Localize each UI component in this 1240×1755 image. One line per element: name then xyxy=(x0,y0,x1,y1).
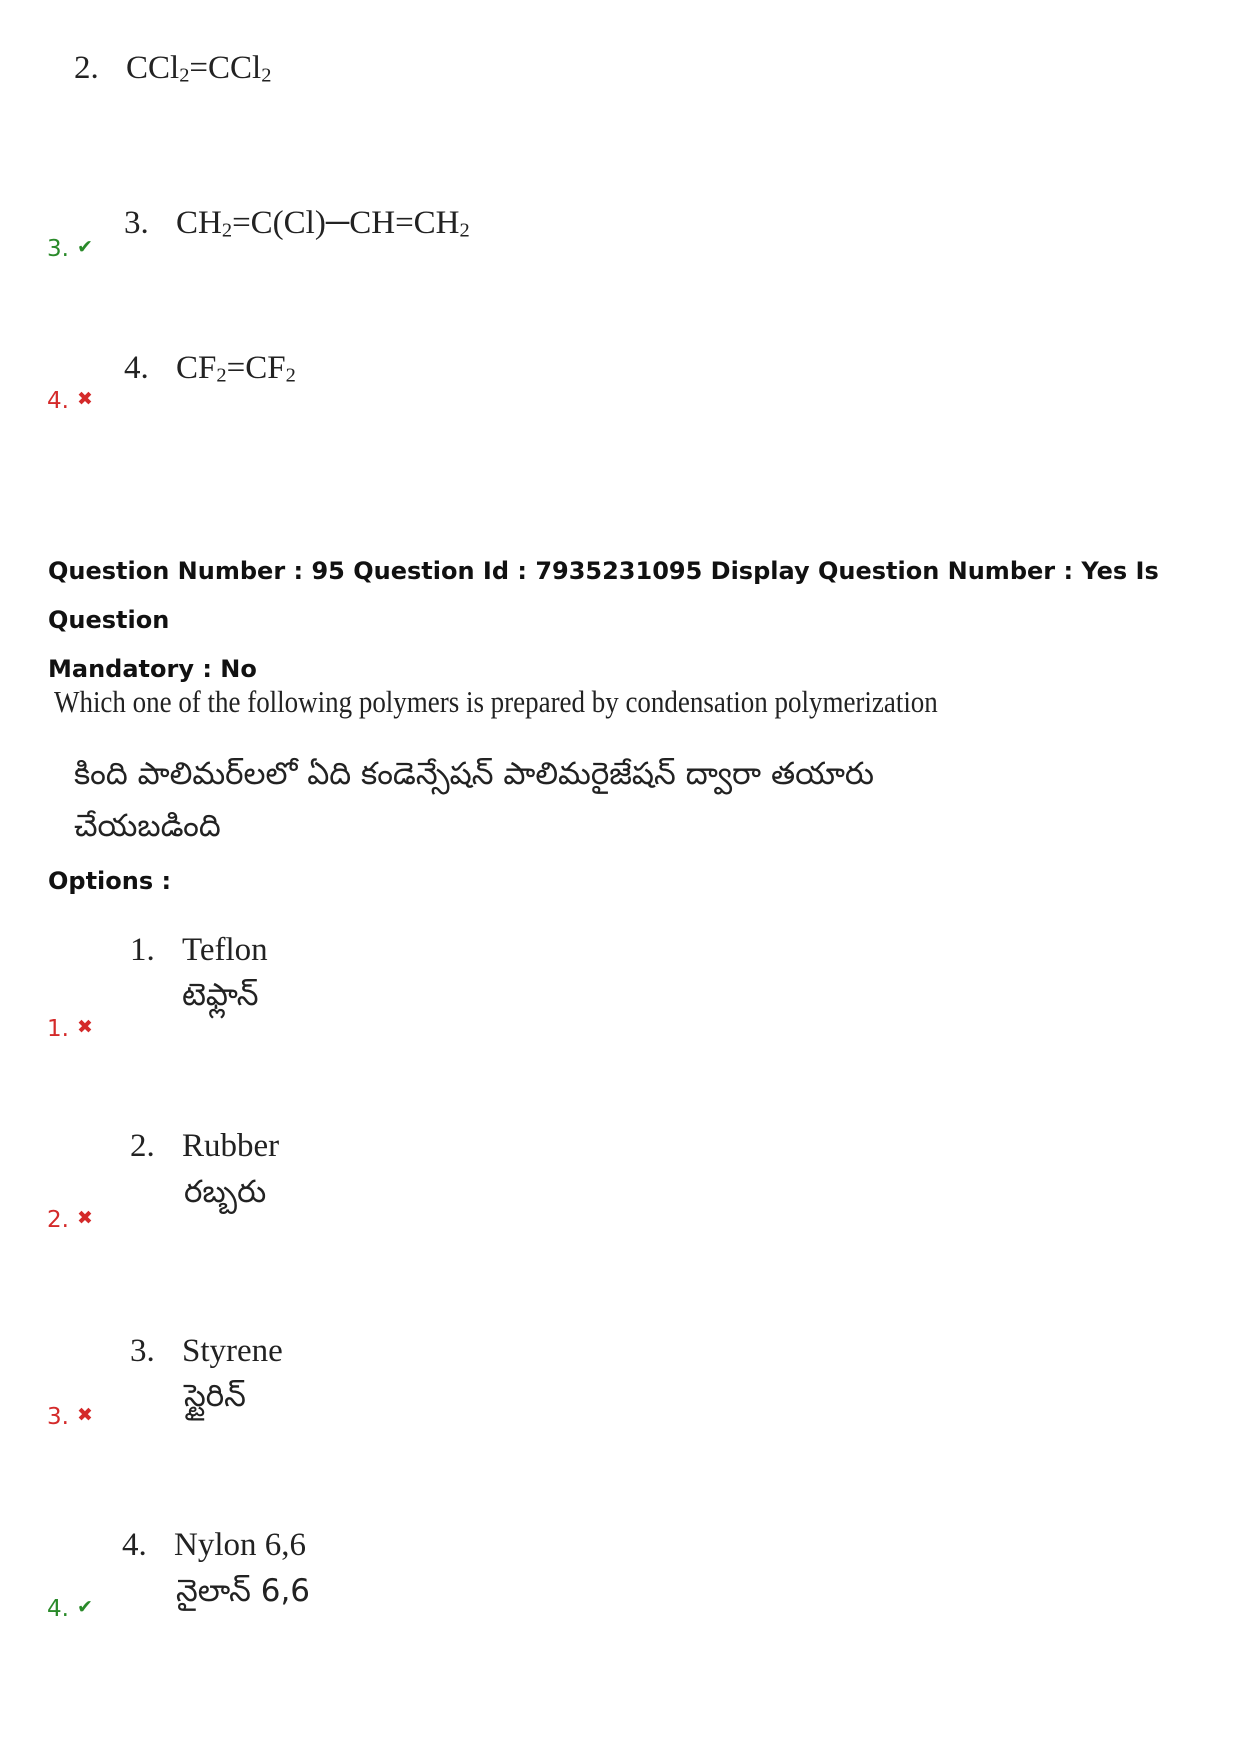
question-meta-line1: Question Number : 95 Question Id : 7935231095 Display Question Number : Yes Is Question xyxy=(48,557,1159,634)
option-1-telugu: టెఫ్లాన్ xyxy=(182,977,259,1013)
check-icon: ✔ xyxy=(76,1596,93,1618)
formula-subscript: 2 xyxy=(261,64,272,87)
formula-part: CF xyxy=(176,350,217,386)
option-mark-label: 3. xyxy=(47,236,69,262)
option-number: 3. xyxy=(130,1333,155,1369)
formula-subscript: 2 xyxy=(459,219,470,242)
prev-option-number: 2. xyxy=(74,50,99,86)
option-number: 1. xyxy=(130,932,155,968)
option-3-status xyxy=(47,1404,93,1430)
cross-icon: ✖ xyxy=(76,1207,93,1229)
cross-icon: ✖ xyxy=(76,1016,93,1038)
options-label: Options : xyxy=(48,867,172,895)
option-2-english xyxy=(130,1128,279,1165)
option-4-status xyxy=(47,1596,93,1622)
formula-part: =CCl xyxy=(189,50,262,86)
option-mark-label: 2. xyxy=(47,1207,69,1233)
option-4-telugu: నైలాన్ 6,6 xyxy=(176,1573,311,1609)
prev-option-3-status xyxy=(47,236,93,262)
option-3-english xyxy=(130,1333,283,1370)
formula-subscript: 2 xyxy=(285,364,296,387)
option-number: 4. xyxy=(122,1527,147,1563)
formula-subscript: 2 xyxy=(221,219,233,242)
question-meta-line2: Mandatory : No xyxy=(48,655,257,683)
option-2-telugu: రబ్బరు xyxy=(184,1174,267,1210)
prev-option-number: 3. xyxy=(124,205,149,241)
cross-icon: ✖ xyxy=(76,1404,93,1426)
question-meta xyxy=(48,547,1208,694)
option-4-english xyxy=(122,1527,306,1564)
prev-option-3-formula xyxy=(124,205,470,243)
formula-subscript: 2 xyxy=(216,364,227,387)
prev-option-2-formula xyxy=(74,50,271,88)
question-stem-english: Which one of the following polymers is prepared by condensation polymerization xyxy=(54,684,938,719)
question-stem-telugu: కింది పాలిమర్‌లలో ఏది కండెన్సేషన్ పాలిమరైజేషన్ ద్వారా తయారు చేయబడింది xyxy=(74,756,874,844)
option-text: Styrene xyxy=(182,1333,283,1369)
prev-option-4-formula xyxy=(124,350,296,388)
formula-part: CH xyxy=(176,205,222,241)
option-mark-label: 4. xyxy=(47,1596,69,1622)
prev-option-4-status xyxy=(47,388,93,414)
cross-icon: ✖ xyxy=(76,388,93,410)
option-text: Teflon xyxy=(182,932,268,968)
formula-part: =CF xyxy=(226,350,286,386)
check-icon: ✔ xyxy=(76,236,93,258)
option-1-english xyxy=(130,932,268,969)
option-1-status xyxy=(47,1016,93,1042)
prev-option-number: 4. xyxy=(124,350,149,386)
formula-part: CCl xyxy=(126,50,180,86)
option-mark-label: 4. xyxy=(47,388,69,414)
option-mark-label: 1. xyxy=(47,1016,69,1042)
option-mark-label: 3. xyxy=(47,1404,69,1430)
option-text: Rubber xyxy=(182,1128,280,1164)
option-text: Nylon 6,6 xyxy=(174,1527,306,1563)
formula-part: =C(Cl)─CH=CH xyxy=(232,205,460,241)
option-number: 2. xyxy=(130,1128,155,1164)
option-3-telugu: స్టైరిన్ xyxy=(184,1378,246,1414)
option-2-status xyxy=(47,1207,93,1233)
formula-subscript: 2 xyxy=(179,64,190,87)
